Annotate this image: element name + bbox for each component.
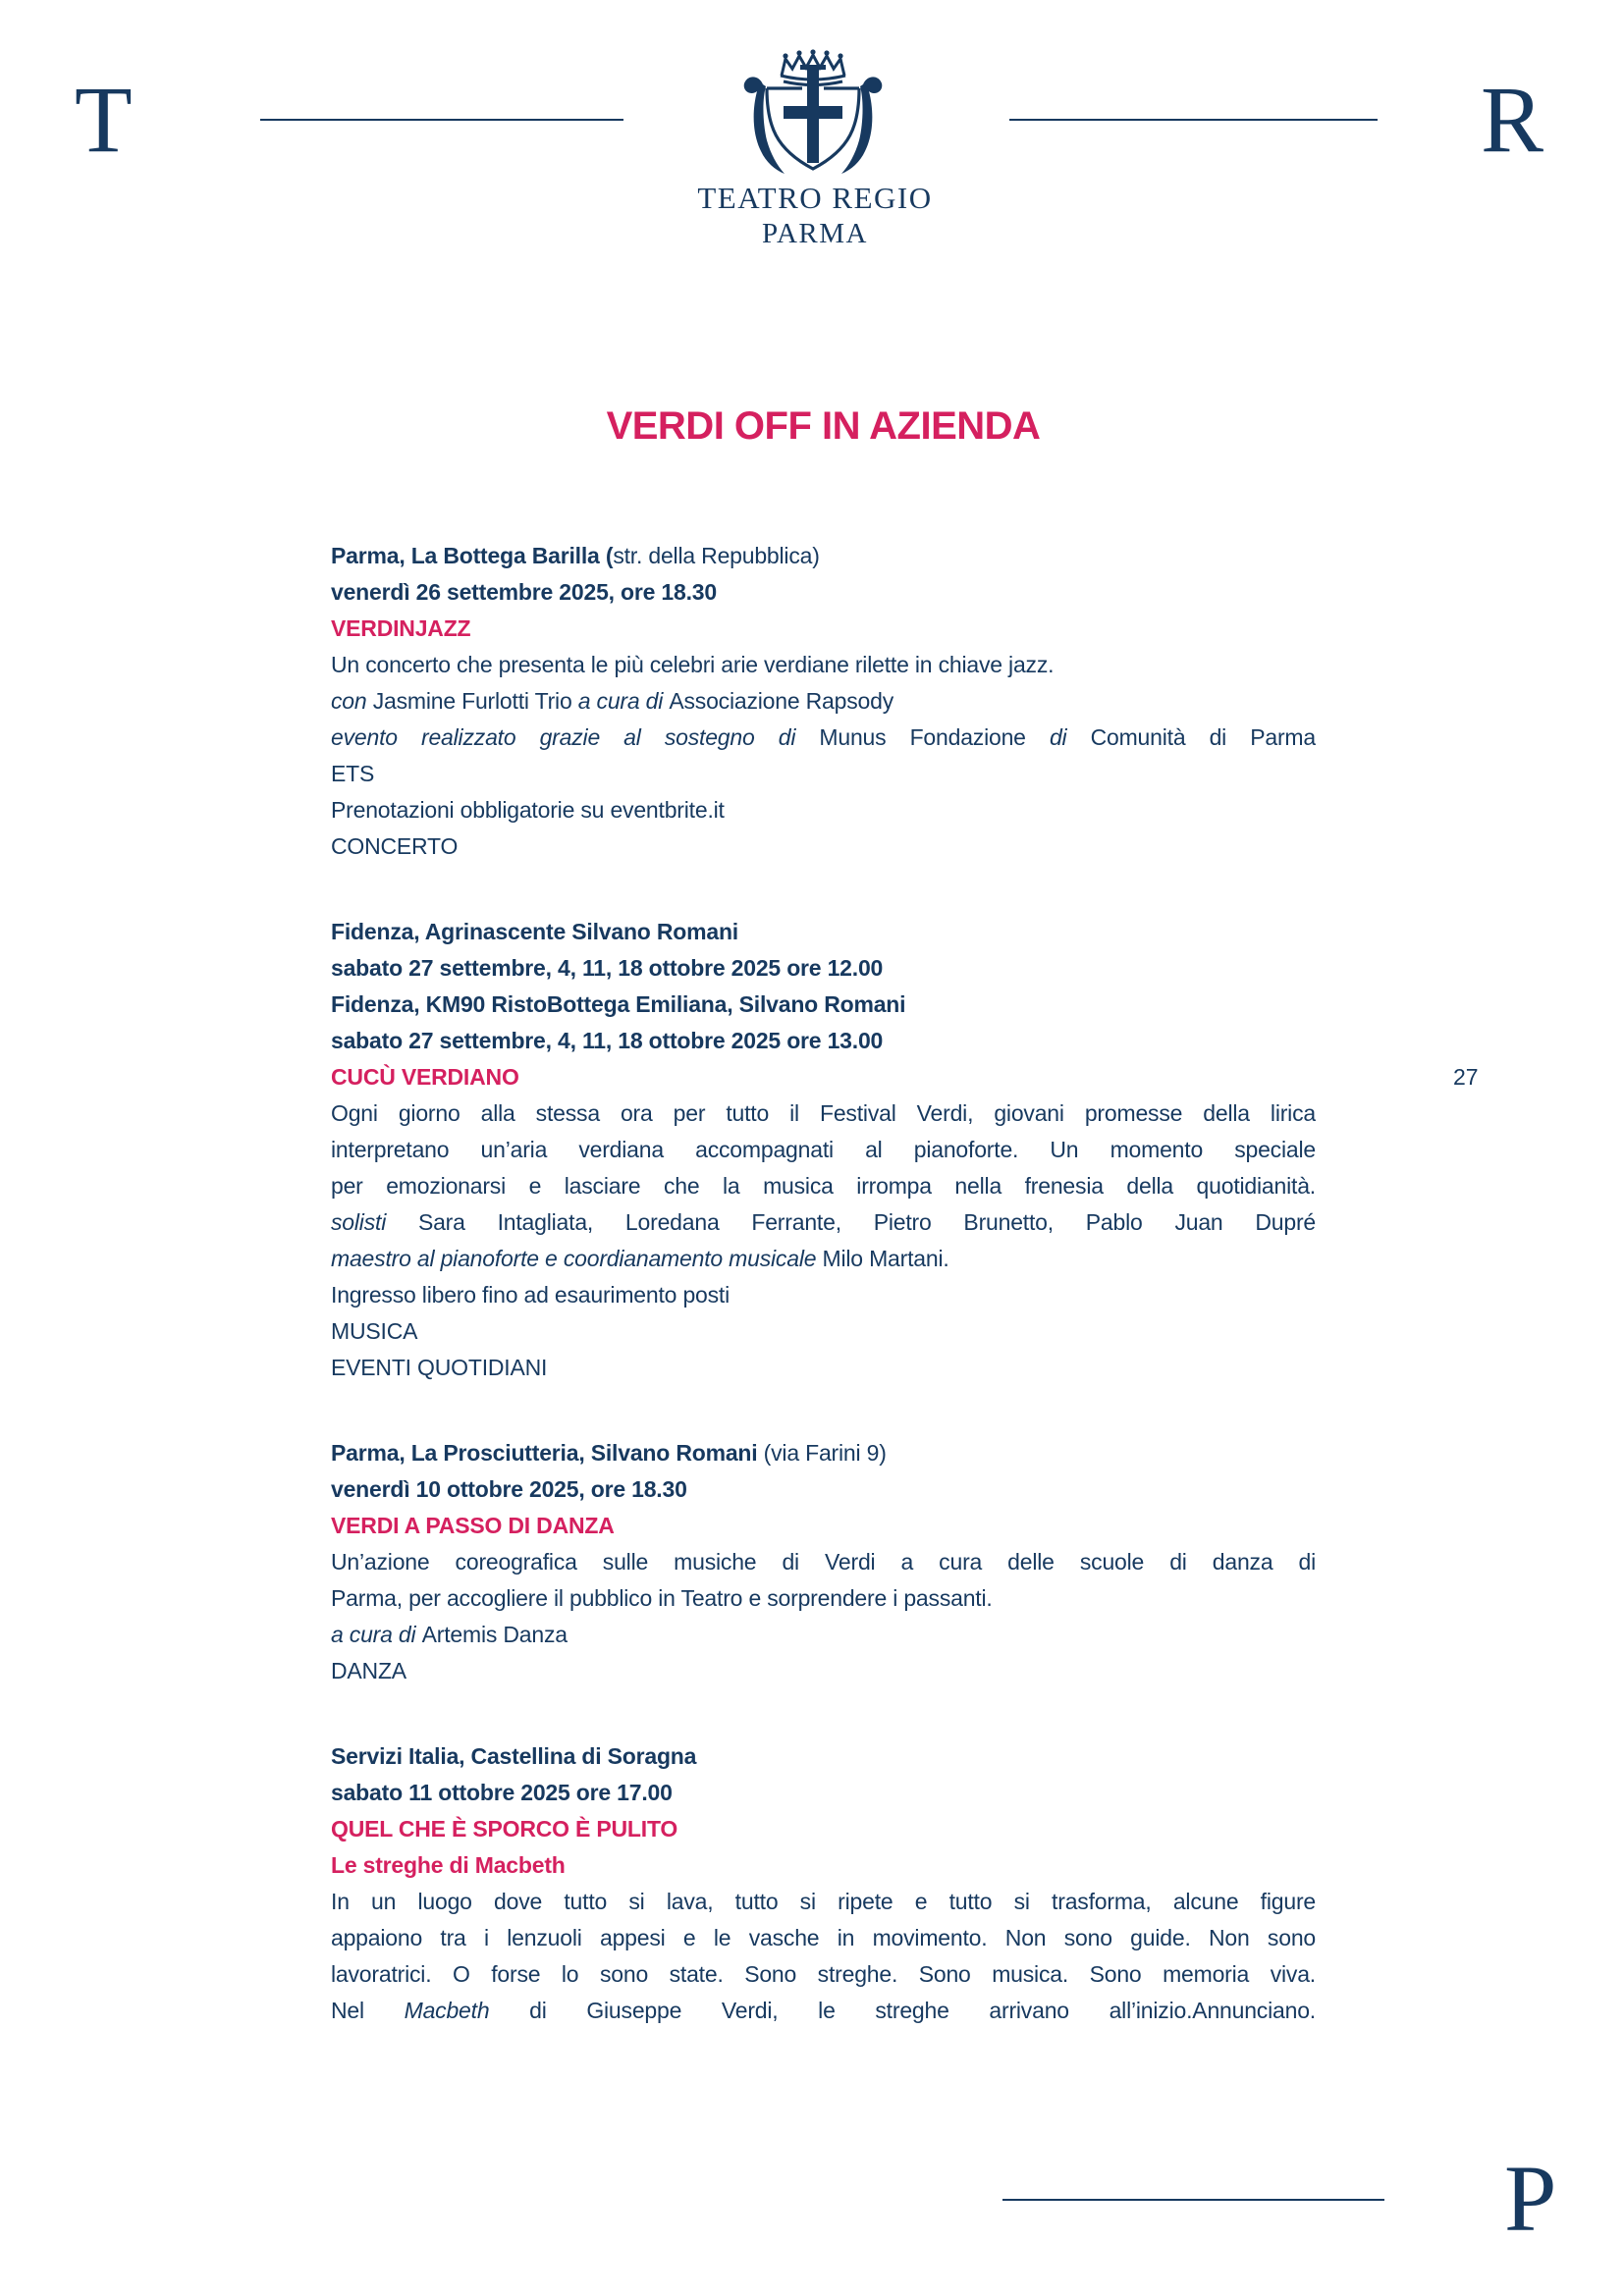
text-line <box>331 1132 1316 1168</box>
event-section <box>331 538 1316 865</box>
event-heading <box>331 1847 1316 1884</box>
text-run: Un concerto che presenta le più celebri arie verdiane rilette in chiave jazz. <box>331 652 1055 677</box>
text-run: str. della Repubblica) <box>613 543 820 568</box>
text-line <box>331 1738 1316 1775</box>
text-run: per emozionarsi e lasciare che la musica irrompa nella frenesia della quotidianità. <box>331 1173 1316 1199</box>
text-run: Un’azione coreografica sulle musiche di Verdi a cura delle scuole di danza di <box>331 1549 1316 1575</box>
text-line <box>331 1435 1316 1471</box>
text-line <box>331 1350 1316 1386</box>
text-run: Jasmine Furlotti Trio <box>372 688 578 714</box>
text-run: Artemis Danza <box>421 1622 568 1647</box>
text-line <box>331 1168 1316 1204</box>
text-run: di Giuseppe Verdi, le streghe arrivano all’inizio.Annunciano. <box>489 1998 1316 2023</box>
text-line <box>331 1617 1316 1653</box>
text-run: sabato 27 settembre, 4, 11, 18 ottobre 2025 ore 12.00 <box>331 955 884 981</box>
text-line <box>331 1920 1316 1956</box>
text-line <box>331 683 1316 720</box>
text-run: di <box>1049 724 1091 750</box>
event-heading <box>331 1811 1316 1847</box>
text-line <box>331 1653 1316 1689</box>
header-rule-left <box>260 119 623 121</box>
event-heading <box>331 1508 1316 1544</box>
text-run: Parma, La Bottega Barilla ( <box>331 543 614 568</box>
text-run: sabato 11 ottobre 2025 ore 17.00 <box>331 1780 673 1805</box>
text-run: (via Farini 9) <box>763 1440 887 1466</box>
text-run: Associazione Rapsody <box>669 688 894 714</box>
text-line <box>331 1241 1316 1277</box>
text-run: EVENTI QUOTIDIANI <box>331 1355 548 1380</box>
text-line <box>331 1471 1316 1508</box>
text-run: a cura di <box>331 1622 422 1647</box>
header-letter-r: R <box>1481 67 1544 172</box>
event-section <box>331 914 1316 1386</box>
event-section <box>331 1738 1316 2029</box>
text-run: solisti <box>331 1209 418 1235</box>
text-run: Ingresso libero fino ad esaurimento posti <box>331 1282 731 1308</box>
text-run: Parma, per accogliere il pubblico in Teatro e sorprendere i passanti. <box>331 1585 993 1611</box>
text-run: Sara Intagliata, Loredana Ferrante, Pietro Brunetto, Pablo Juan Dupré <box>417 1209 1316 1235</box>
logo-wordmark-line2: PARMA <box>762 218 868 249</box>
header-letter-t: T <box>75 67 133 172</box>
text-line <box>331 1095 1316 1132</box>
text-run: Le streghe di Macbeth <box>331 1852 566 1878</box>
text-run: Prenotazioni obbligatorie su eventbrite.it <box>331 797 725 823</box>
text-run: CUCÙ VERDIANO <box>331 1064 519 1090</box>
text-run: Fidenza, KM90 RistoBottega Emiliana, Silvano Romani <box>331 991 906 1017</box>
text-line <box>331 1313 1316 1350</box>
text-run: Fidenza, Agrinascente Silvano Romani <box>331 919 738 944</box>
text-line <box>331 538 1316 574</box>
crest-cross <box>784 65 842 163</box>
text-run: Nel <box>331 1998 405 2023</box>
text-run: Macbeth <box>404 1998 490 2023</box>
text-run: con <box>331 688 373 714</box>
header-rule-right <box>1009 119 1378 121</box>
event-heading <box>331 611 1316 647</box>
text-line <box>331 828 1316 865</box>
text-run: lavoratrici. O forse lo sono state. Sono streghe. Sono musica. Sono memoria viva. <box>331 1961 1316 1987</box>
text-line <box>331 1956 1316 1993</box>
text-run: VERDI A PASSO DI DANZA <box>331 1513 615 1538</box>
text-run: interpretano un’aria verdiana accompagnati al pianoforte. Un momento speciale <box>331 1137 1316 1162</box>
text-line <box>331 1580 1316 1617</box>
text-line <box>331 1277 1316 1313</box>
text-line <box>331 1775 1316 1811</box>
text-run: Comunità di Parma <box>1090 724 1316 750</box>
footer-rule <box>1002 2199 1384 2201</box>
text-line <box>331 914 1316 950</box>
text-run: MUSICA <box>331 1318 418 1344</box>
text-run: Servizi Italia, Castellina di Soragna <box>331 1743 697 1769</box>
text-run: venerdì 26 settembre 2025, ore 18.30 <box>331 579 717 605</box>
text-run: ETS <box>331 761 375 786</box>
text-run: DANZA <box>331 1658 406 1683</box>
text-line <box>331 950 1316 987</box>
logo-wordmark-line1: TEATRO REGIO <box>697 181 933 215</box>
text-line <box>331 647 1316 683</box>
body-text <box>331 538 1316 2078</box>
text-line <box>331 1993 1316 2029</box>
text-line <box>331 987 1316 1023</box>
text-run: sabato 27 settembre, 4, 11, 18 ottobre 2025 ore 13.00 <box>331 1028 884 1053</box>
event-section <box>331 1435 1316 1689</box>
text-run: venerdì 10 ottobre 2025, ore 18.30 <box>331 1476 687 1502</box>
text-run: CONCERTO <box>331 833 459 859</box>
text-line <box>331 720 1316 756</box>
text-run: Munus Fondazione <box>819 724 1050 750</box>
text-run: QUEL CHE È SPORCO È PULITO <box>331 1816 678 1842</box>
text-run: evento realizzato grazie al sostegno di <box>331 724 820 750</box>
text-line <box>331 1023 1316 1059</box>
text-run: a cura di <box>577 688 670 714</box>
text-line <box>331 756 1316 792</box>
page-title: VERDI OFF IN AZIENDA <box>606 404 1041 448</box>
teatro-regio-crest-icon <box>731 47 894 177</box>
text-run: Ogni giorno alla stessa ora per tutto il Festival Verdi, giovani promesse della lirica <box>331 1100 1316 1126</box>
event-heading <box>331 1059 1316 1095</box>
text-line <box>331 574 1316 611</box>
text-run: VERDINJAZZ <box>331 615 471 641</box>
text-line <box>331 1204 1316 1241</box>
text-run: Parma, La Prosciutteria, Silvano Romani <box>331 1440 764 1466</box>
text-run: appaiono tra i lenzuoli appesi e le vasche in movimento. Non sono guide. Non sono <box>331 1925 1316 1950</box>
text-line <box>331 1884 1316 1920</box>
page-number: 27 <box>1453 1064 1479 1090</box>
text-run: maestro al pianoforte e coordianamento musicale <box>331 1246 823 1271</box>
footer-letter-p: P <box>1504 2146 1557 2251</box>
text-run: Milo Martani. <box>822 1246 949 1271</box>
text-line <box>331 792 1316 828</box>
text-run: In un luogo dove tutto si lava, tutto si ripete e tutto si trasforma, alcune figure <box>331 1889 1316 1914</box>
text-line <box>331 1544 1316 1580</box>
